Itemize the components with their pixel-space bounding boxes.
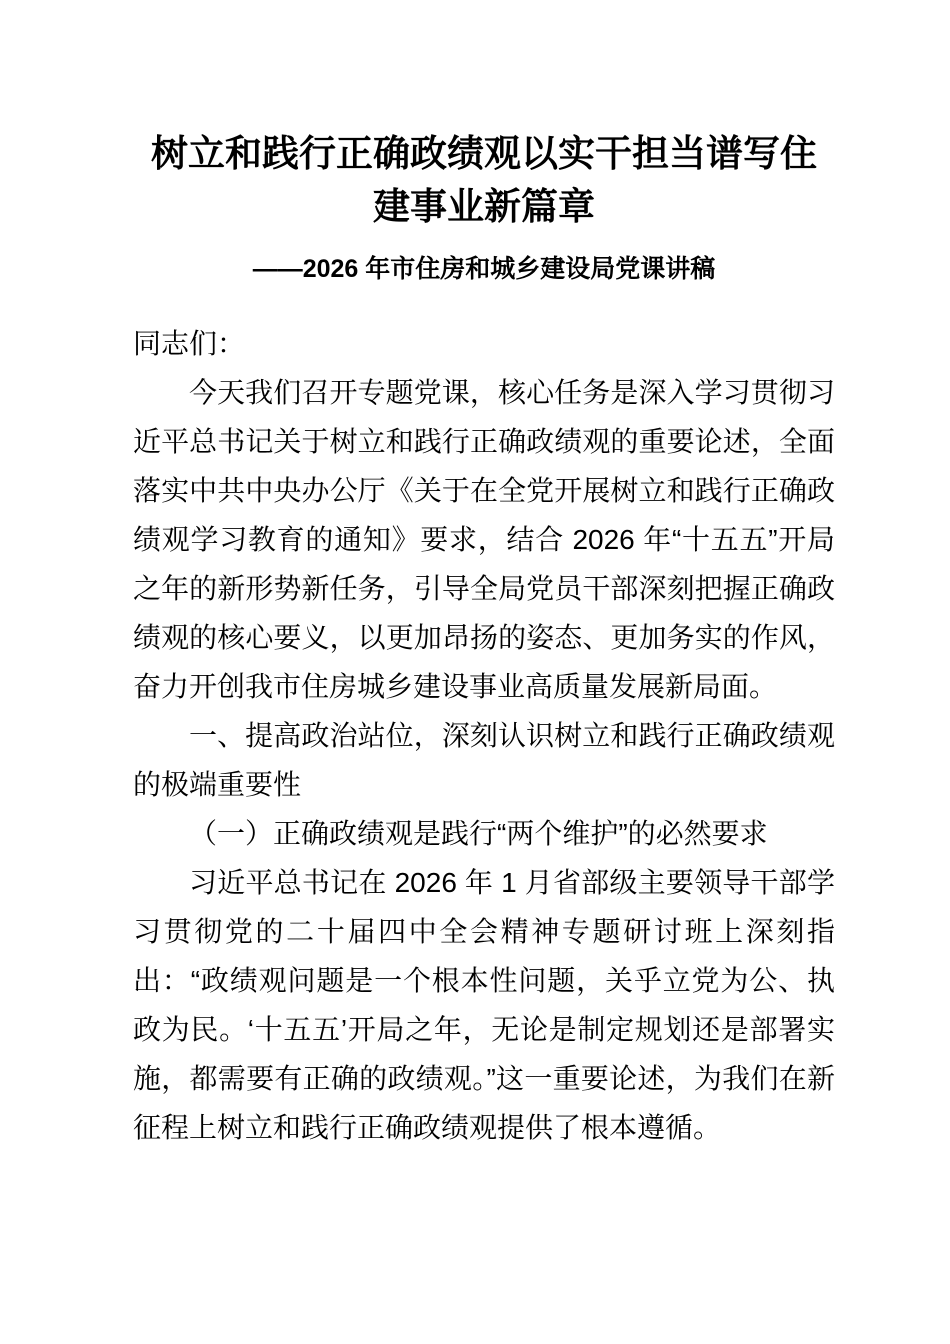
salutation: 同志们： bbox=[133, 328, 246, 359]
paragraph: 习近平总书记在 2026 年 1 月省部级主要领导干部学习贯彻党的二十届四中全会精神专题研讨班上深刻指出：“政绩观问题是一个根本性问题，关乎立党为公、执政为民。‘十五五’开局之年，无论是制定规划还是部署实施，都需要有正确的政绩观。”这一重要论述，为我们在新征程上树立和践行正确政绩观提供了根本遵循。 bbox=[133, 867, 835, 1143]
document-body bbox=[133, 319, 835, 1152]
document-title-line-1: 树立和践行正确政绩观以实干担当谱写住 bbox=[151, 133, 817, 174]
section-heading: 一、提高政治站位，深刻认识树立和践行正确政绩观的极端重要性 bbox=[133, 720, 835, 800]
document-subtitle: ——2026 年市住房和城乡建设局党课讲稿 bbox=[252, 255, 716, 283]
paragraph: 今天我们召开专题党课，核心任务是深入学习贯彻习近平总书记关于树立和践行正确政绩观的重要论述，全面落实中共中央办公厅《关于在全党开展树立和践行正确政绩观学习教育的通知》要求，结合 2026 年“十五五”开局之年的新形势新任务，引导全局党员干部深刻把握正确政绩观的核心要义，以更加昂扬的姿态、更加务实的作风，奋力开创我市住房城乡建设事业高质量发展新局面。 bbox=[133, 377, 835, 702]
document-content bbox=[133, 127, 835, 1152]
subsection-heading: （一）正确政绩观是践行“两个维护”的必然要求 bbox=[189, 818, 768, 849]
document-title bbox=[133, 127, 835, 233]
document-title-line-2: 建事业新篇章 bbox=[373, 186, 595, 227]
